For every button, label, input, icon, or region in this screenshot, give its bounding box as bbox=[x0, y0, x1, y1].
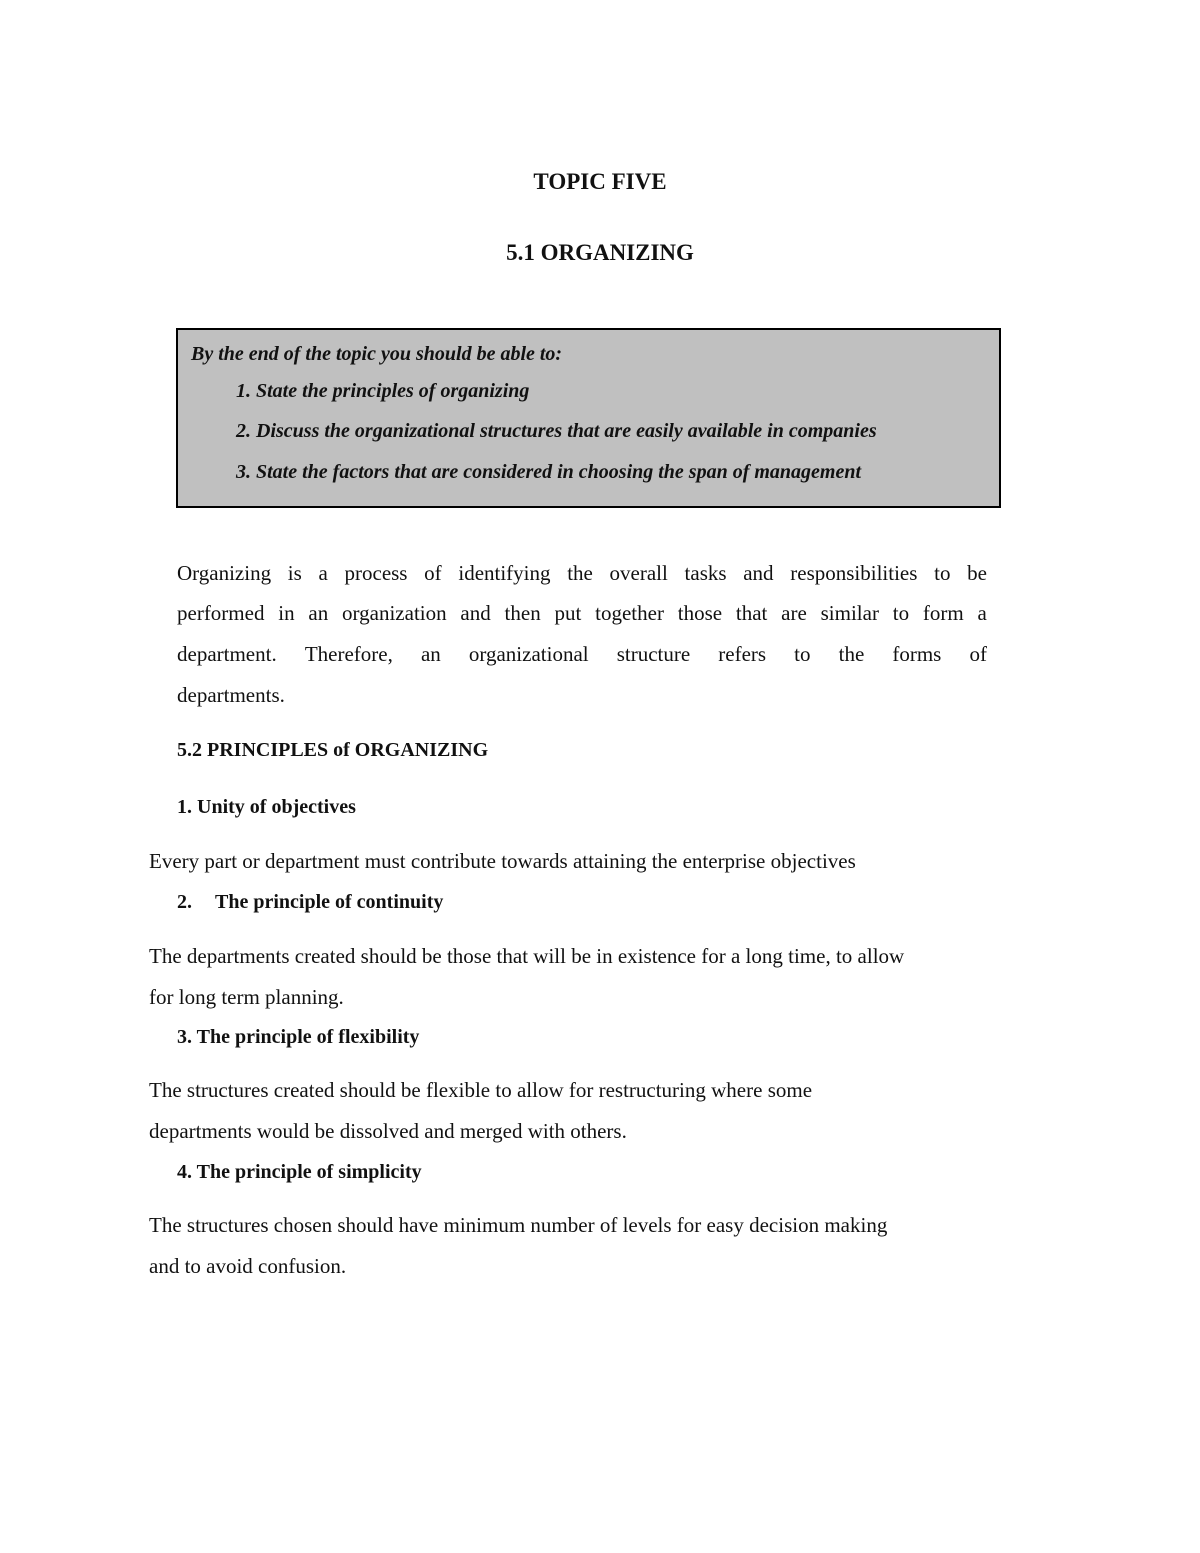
paragraph-word: a bbox=[977, 601, 987, 625]
paragraph-word: an bbox=[420, 642, 441, 666]
paragraph-word: is bbox=[287, 561, 302, 585]
principle-description-line: The structures chosen should have minimum number of levels for easy decision making bbox=[149, 1213, 888, 1237]
intro-paragraph-line bbox=[177, 642, 987, 667]
paragraph-word: tasks bbox=[684, 561, 727, 585]
paragraph-word: of bbox=[424, 561, 442, 585]
principle-number: 4. bbox=[177, 1161, 192, 1183]
paragraph-word: organization bbox=[342, 601, 447, 625]
principle-title: Unity of objectives bbox=[197, 796, 356, 818]
paragraph-word: and bbox=[743, 561, 774, 585]
principle-description-line: for long term planning. bbox=[149, 985, 344, 1009]
principle-title: The principle of flexibility bbox=[196, 1026, 420, 1048]
principle-number: 1. bbox=[177, 796, 192, 818]
intro-paragraph-line bbox=[177, 561, 987, 586]
paragraph-word: Therefore, bbox=[304, 642, 393, 666]
principle-heading bbox=[177, 1161, 422, 1184]
paragraph-word: the bbox=[567, 561, 593, 585]
paragraph-word: be bbox=[967, 561, 987, 585]
learning-objectives-box bbox=[176, 328, 1001, 508]
paragraph-word: similar bbox=[820, 601, 879, 625]
section-title: 5.1 ORGANIZING bbox=[506, 240, 694, 265]
paragraph-word: overall bbox=[609, 561, 668, 585]
principle-description-line: Every part or department must contribute towards attaining the enterprise objectives bbox=[149, 849, 856, 873]
principle-description-line: and to avoid confusion. bbox=[149, 1254, 347, 1278]
paragraph-word: to bbox=[892, 601, 910, 625]
intro-paragraph-line: departments. bbox=[177, 683, 285, 707]
principle-heading bbox=[177, 891, 443, 914]
paragraph-word: structure bbox=[616, 642, 691, 666]
paragraph-word: to bbox=[794, 642, 811, 666]
objective-item: 1. State the principles of organizing bbox=[236, 380, 530, 402]
principle-title: The principle of continuity bbox=[215, 891, 444, 913]
principles-heading: 5.2 PRINCIPLES of ORGANIZING bbox=[177, 739, 489, 761]
objective-item: 2. Discuss the organizational structures that are easily available in companies bbox=[236, 420, 877, 442]
paragraph-word: process bbox=[344, 561, 408, 585]
topic-title: TOPIC FIVE bbox=[533, 169, 667, 194]
objectives-intro: By the end of the topic you should be able to: bbox=[191, 343, 563, 365]
paragraph-word: to bbox=[934, 561, 951, 585]
paragraph-word: are bbox=[781, 601, 807, 625]
principle-title: The principle of simplicity bbox=[196, 1161, 422, 1183]
paragraph-word: refers bbox=[718, 642, 767, 666]
paragraph-word: form bbox=[922, 601, 964, 625]
paragraph-word: together bbox=[595, 601, 664, 625]
intro-paragraph-line bbox=[177, 601, 987, 626]
paragraph-word: organizational bbox=[468, 642, 589, 666]
principle-heading bbox=[177, 1026, 419, 1049]
paragraph-word: performed bbox=[177, 601, 265, 625]
principle-number: 3. bbox=[177, 1026, 192, 1048]
principle-description-line: The structures created should be flexible to allow for restructuring where some bbox=[149, 1078, 813, 1102]
paragraph-word: department. bbox=[177, 642, 277, 666]
paragraph-word: identifying bbox=[458, 561, 551, 585]
principle-heading bbox=[177, 796, 356, 819]
paragraph-word: forms bbox=[892, 642, 942, 666]
principle-number: 2. bbox=[177, 891, 192, 913]
principle-description-line: departments would be dissolved and merged with others. bbox=[149, 1119, 627, 1143]
paragraph-word: those bbox=[677, 601, 723, 625]
objective-item: 3. State the factors that are considered in choosing the span of management bbox=[236, 461, 862, 483]
paragraph-word: responsibilities bbox=[790, 561, 918, 585]
paragraph-word: an bbox=[308, 601, 329, 625]
paragraph-word: then bbox=[504, 601, 541, 625]
principle-description-line: The departments created should be those that will be in existence for a long time, to allow bbox=[149, 944, 905, 968]
paragraph-word: that bbox=[735, 601, 768, 625]
paragraph-word: of bbox=[969, 642, 987, 666]
paragraph-word: the bbox=[838, 642, 865, 666]
paragraph-word: in bbox=[278, 601, 295, 625]
paragraph-word: and bbox=[460, 601, 491, 625]
paragraph-word: Organizing bbox=[177, 561, 272, 585]
paragraph-word: a bbox=[318, 561, 328, 585]
paragraph-word: put bbox=[554, 601, 582, 625]
